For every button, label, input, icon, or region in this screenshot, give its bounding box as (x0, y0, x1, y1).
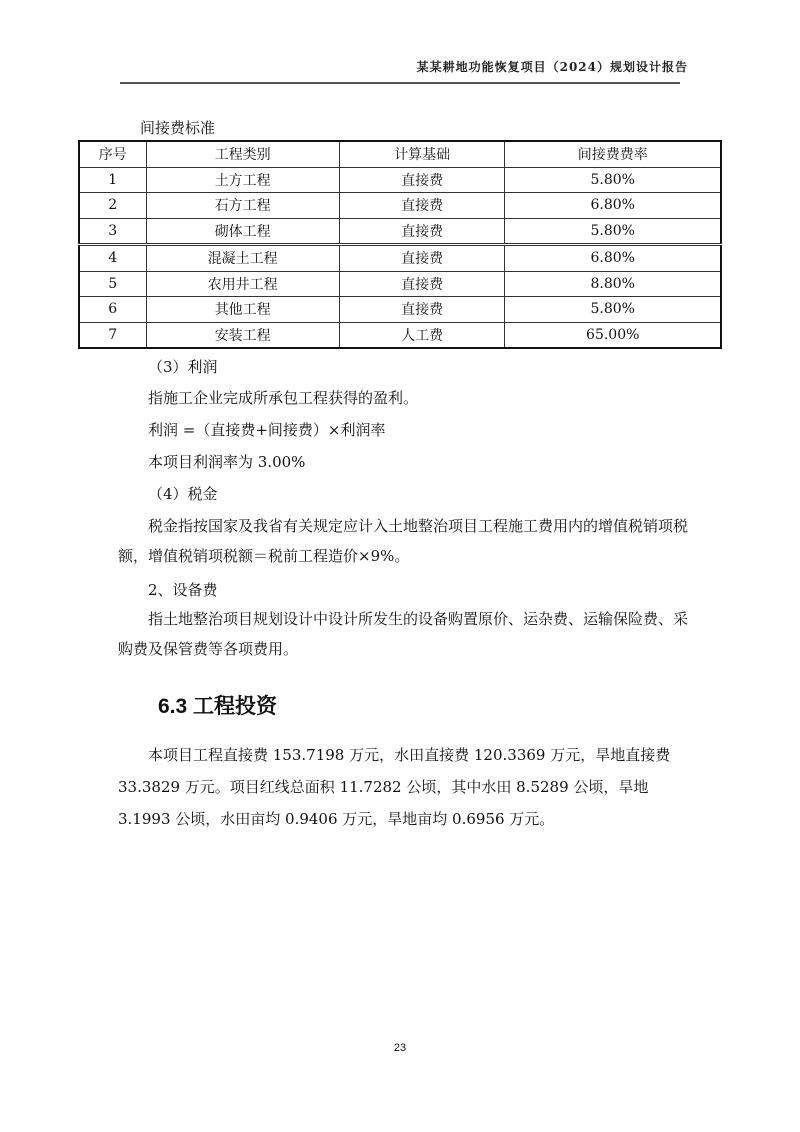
investment-paragraph: 本项目工程直接费 153.7198 万元，水田直接费 120.3369 万元，旱地直接费 33.3829 万元。项目红线总面积 11.7282 公顷，其中水田 8.5289 公顷，旱地 3.1993 公顷，水田亩均 0.9406 万元，旱地亩均 0.6956 万元。 (118, 746, 671, 828)
cell-basis: 直接费 (339, 271, 505, 297)
running-header: 某某耕地功能恢复项目（2024）规划设计报告 (416, 60, 688, 74)
cell-no: 4 (79, 245, 146, 272)
cell-rate: 65.00% (505, 322, 721, 348)
table-row (79, 271, 721, 297)
profit-definition: 指施工企业完成所承包工程获得的盈利。 (148, 389, 419, 407)
cell-basis: 直接费 (339, 245, 505, 272)
cell-rate: 6.80% (505, 245, 721, 272)
column-header: 序号 (79, 141, 146, 167)
cell-category: 土方工程 (146, 167, 339, 193)
table-row (79, 322, 721, 348)
cell-no: 6 (79, 297, 146, 323)
indirect-cost-table (78, 140, 722, 349)
cell-basis: 直接费 (339, 297, 505, 323)
cell-basis: 直接费 (339, 193, 505, 219)
cell-basis: 直接费 (339, 167, 505, 193)
cell-rate: 5.80% (505, 297, 721, 323)
table-row (79, 245, 721, 272)
header-divider (120, 82, 680, 84)
profit-heading: （3）利润 (148, 358, 218, 376)
table-caption: 间接费标准 (140, 119, 216, 137)
cell-category: 其他工程 (146, 297, 339, 323)
section-title: 6.3 工程投资 (158, 695, 278, 718)
cell-category: 农用井工程 (146, 271, 339, 297)
cell-category: 安装工程 (146, 322, 339, 348)
cell-basis: 人工费 (339, 322, 505, 348)
cell-rate: 8.80% (505, 271, 721, 297)
cell-category: 混凝土工程 (146, 245, 339, 272)
cell-no: 1 (79, 167, 146, 193)
cell-basis: 直接费 (339, 218, 505, 245)
equipment-paragraph: 指土地整治项目规划设计中设计所发生的设备购置原价、运杂费、运输保险费、采购费及保管费等各项费用。 (118, 610, 689, 658)
cell-category: 石方工程 (146, 193, 339, 219)
cell-category: 砌体工程 (146, 218, 339, 245)
table-row (79, 297, 721, 323)
column-header: 工程类别 (146, 141, 339, 167)
cell-no: 3 (79, 218, 146, 245)
cell-rate: 5.80% (505, 218, 721, 245)
table-row (79, 193, 721, 219)
column-header: 计算基础 (339, 141, 505, 167)
cell-no: 7 (79, 322, 146, 348)
profit-rate: 本项目利润率为 3.00% (148, 453, 306, 471)
column-header: 间接费费率 (505, 141, 721, 167)
cell-no: 5 (79, 271, 146, 297)
cell-no: 2 (79, 193, 146, 219)
tax-paragraph: 税金指按国家及我省有关规定应计入土地整治项目工程施工费用内的增值税销项税额，增值税销项税额＝税前工程造价×9%。 (118, 517, 689, 565)
equipment-heading: 2、设备费 (148, 581, 218, 599)
profit-formula: 利润 =（直接费+间接费）×利润率 (148, 421, 386, 439)
cell-rate: 6.80% (505, 193, 721, 219)
table-row (79, 218, 721, 245)
page-number: 23 (393, 1042, 407, 1054)
table-row (79, 167, 721, 193)
cell-rate: 5.80% (505, 167, 721, 193)
tax-heading: （4）税金 (148, 485, 218, 503)
table-header-row (79, 141, 721, 167)
